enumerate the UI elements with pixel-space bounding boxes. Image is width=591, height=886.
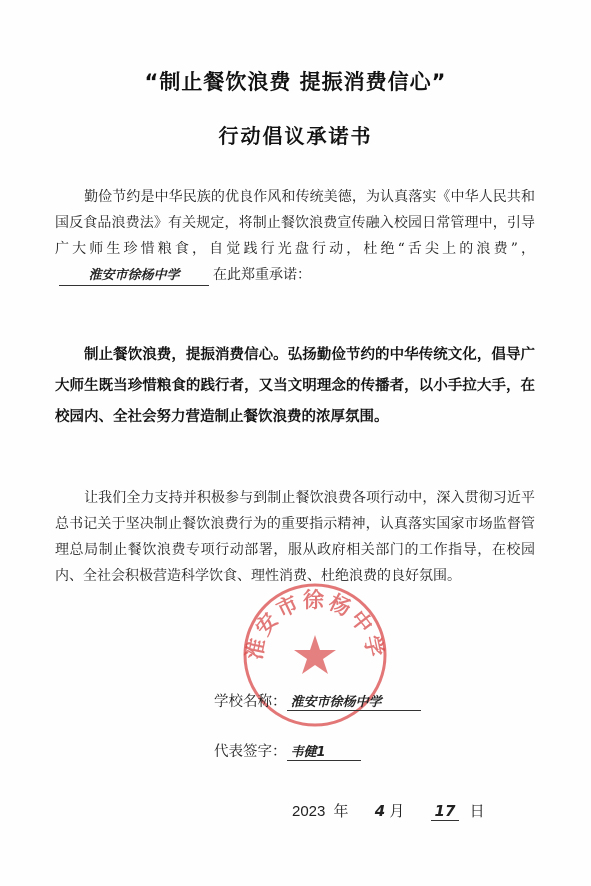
date-year: 2023 bbox=[292, 803, 326, 820]
school-name-row bbox=[214, 690, 421, 711]
action-text: 让我们全力支持并积极参与到制止餐饮浪费各项行动中，深入贯彻习近平总书记关于坚决制止餐饮浪费行为的重要指示精神，认真落实国家市场监督管理总局制止餐饮浪费专项行动部署，服从政府相关部门的工作指导，在校园内、全社会积极营造科学饮食、理性消费、杜绝浪费的良好氛围。 bbox=[55, 490, 535, 584]
school-name-value: 淮安市徐杨中学 bbox=[287, 691, 421, 711]
svg-text:淮安市徐杨中学: 淮安市徐杨中学 bbox=[242, 588, 388, 662]
date-month-unit: 月 bbox=[389, 803, 405, 820]
date-row bbox=[292, 800, 485, 821]
document-title: “制止餐饮浪费 提振消费信心” bbox=[144, 70, 447, 94]
date-day: 17 bbox=[431, 802, 460, 821]
document-subtitle: 行动倡议承诺书 bbox=[218, 124, 373, 148]
date-month: 4 bbox=[374, 802, 386, 820]
school-name-label: 学校名称： bbox=[214, 694, 287, 710]
paragraph-intro bbox=[55, 184, 535, 288]
representative-label: 代表签字： bbox=[214, 744, 287, 760]
school-name-fill: 淮安市徐杨中学 bbox=[59, 267, 209, 286]
date-day-unit: 日 bbox=[469, 803, 485, 820]
paragraph-pledge bbox=[55, 340, 535, 433]
intro-text-after: 在此郑重承诺： bbox=[213, 267, 311, 283]
representative-signature: 韦健1 bbox=[287, 741, 361, 761]
paragraph-action bbox=[55, 485, 535, 589]
intro-text-before: 勤俭节约是中华民族的优良作风和传统美德，为认真落实《中华人民共和国反食品浪费法》有关规定，将制止餐饮浪费宣传融入校园日常管理中，引导广大师生珍惜粮食，自觉践行光盘行动，杜绝“舌尖上的浪费”， bbox=[55, 189, 535, 257]
date-year-unit: 年 bbox=[333, 803, 349, 820]
representative-signature-row bbox=[214, 740, 361, 761]
pledge-text: 制止餐饮浪费，提振消费信心。弘扬勤俭节约的中华传统文化，倡导广大师生既当珍惜粮食的践行者，又当文明理念的传播者，以小手拉大手，在校园内、全社会努力营造制止餐饮浪费的浓厚氛围。 bbox=[55, 347, 535, 425]
